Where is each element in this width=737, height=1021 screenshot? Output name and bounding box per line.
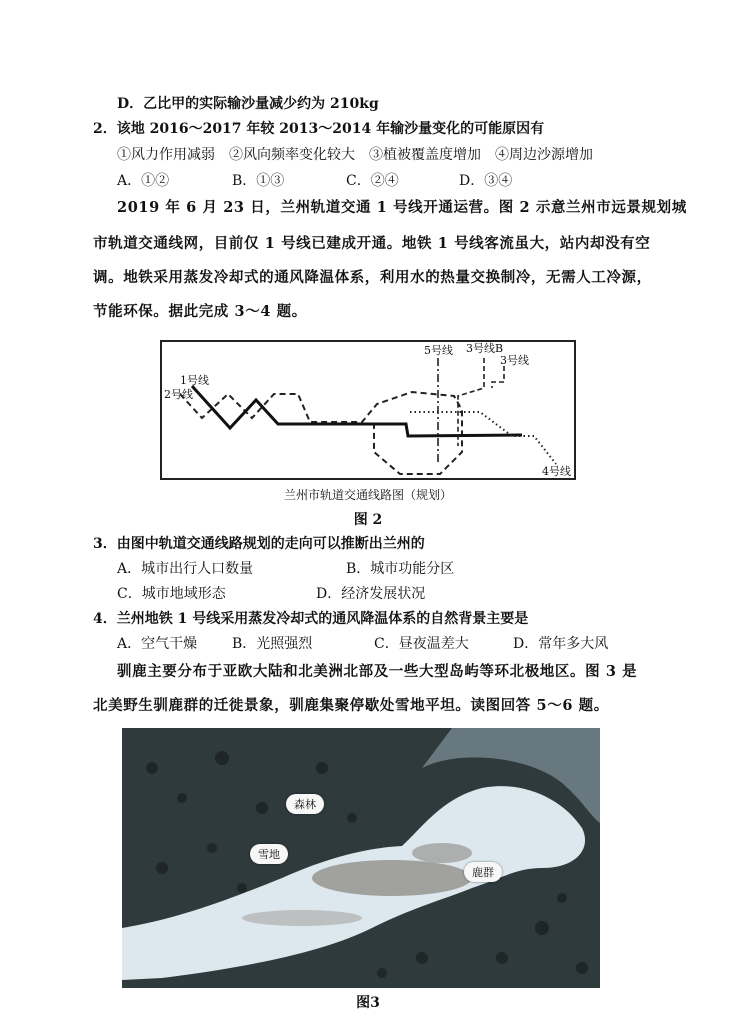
q2-option-c: C．②④ xyxy=(346,173,399,189)
q2-option-d: D．③④ xyxy=(459,173,513,189)
metro-line-4 xyxy=(410,412,556,464)
reindeer-photo-illustration xyxy=(122,728,600,988)
q3-option-a: A．城市出行人口数量 xyxy=(117,561,254,577)
passage1-line-2: 市轨道交通线网，目前仅 1 号线已建成开通。地铁 1 号线客流虽大，站内却没有空 xyxy=(93,235,651,252)
tag-herd: 鹿群 xyxy=(464,862,502,882)
label-line-1: 1号线 xyxy=(180,374,209,387)
q3-option-c: C．城市地域形态 xyxy=(117,586,226,602)
metro-route-map xyxy=(160,340,576,480)
passage1-line-4: 节能环保。据此完成 3～4 题。 xyxy=(93,303,307,320)
q4-option-a: A．空气干燥 xyxy=(117,636,198,652)
figure3-label: 图3 xyxy=(356,995,380,1011)
figure2-label: 图 2 xyxy=(353,512,383,528)
q4-stem: 4．兰州地铁 1 号线采用蒸发冷却式的通风降温体系的自然背景主要是 xyxy=(93,611,529,627)
q2-stem: 2．该地 2016～2017 年较 2013～2014 年输沙量变化的可能原因有 xyxy=(93,121,545,137)
metro-line-3b xyxy=(492,366,504,388)
tag-forest: 森林 xyxy=(286,794,324,814)
q4-option-c: C．昼夜温差大 xyxy=(374,636,469,652)
q3-option-d: D．经济发展状况 xyxy=(316,586,426,602)
passage1-line-3: 调。地铁采用蒸发冷却式的通风降温体系，利用水的热量交换制冷，无需人工冷源， xyxy=(93,269,652,286)
metro-line-1 xyxy=(192,386,522,436)
passage2-line-1: 驯鹿主要分布于亚欧大陆和北美洲北部及一些大型岛屿等环北极地区。图 3 是 xyxy=(117,663,638,680)
q3-option-b: B．城市功能分区 xyxy=(346,561,455,577)
figure2-caption: 兰州市轨道交通线路图（规划） xyxy=(283,488,452,502)
metro-line-2 xyxy=(180,392,462,474)
q4-option-b: B．光照强烈 xyxy=(232,636,313,652)
q1-option-d: D．乙比甲的实际输沙量减少约为 210kg xyxy=(117,96,379,112)
q2-option-a: A．①② xyxy=(117,173,170,189)
label-line-3b: 3号线B xyxy=(466,342,504,355)
label-line-4: 4号线 xyxy=(542,465,571,478)
tag-snow: 雪地 xyxy=(250,844,288,864)
metro-route-map-svg xyxy=(162,342,574,478)
q2-option-b: B．①③ xyxy=(232,173,285,189)
q4-option-d: D．常年多大风 xyxy=(513,636,609,652)
q2-items: ①风力作用减弱 ②风向频率变化较大 ③植被覆盖度增加 ④周边沙源增加 xyxy=(117,147,593,163)
passage2-line-2: 北美野生驯鹿群的迁徙景象，驯鹿集聚停歇处雪地平坦。读图回答 5～6 题。 xyxy=(93,697,609,714)
q3-stem: 3．由图中轨道交通线路规划的走向可以推断出兰州的 xyxy=(93,536,425,552)
label-line-2: 2号线 xyxy=(164,388,193,401)
reindeer-photo xyxy=(122,728,600,988)
label-line-5: 5号线 xyxy=(424,344,453,357)
label-line-3: 3号线 xyxy=(500,354,529,367)
passage1-line-1: 2019 年 6 月 23 日，兰州轨道交通 1 号线开通运营。图 2 示意兰州市远景规划城 xyxy=(117,199,687,216)
